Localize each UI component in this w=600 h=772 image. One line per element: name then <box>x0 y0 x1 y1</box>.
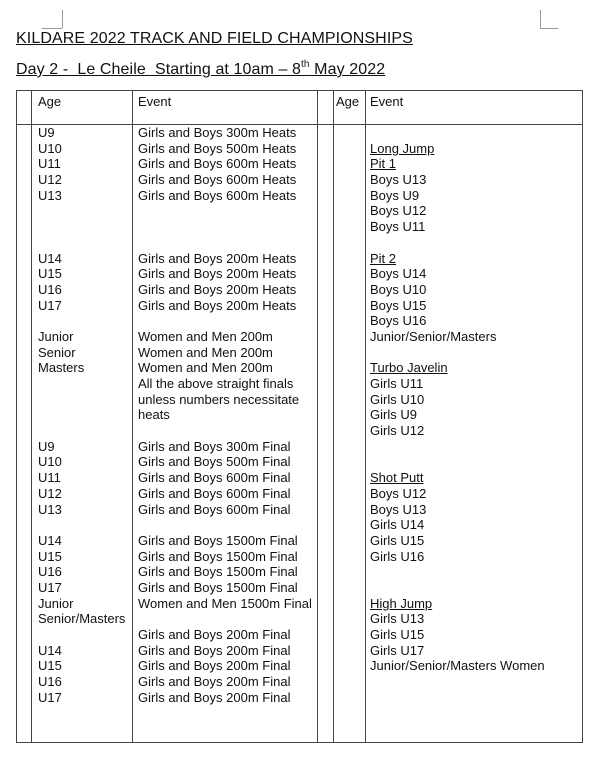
age-cell: Junior <box>38 328 74 344</box>
event-cell: Girls and Boys 600m Final <box>138 470 291 486</box>
field-event-cell: Girls U16 <box>370 548 425 564</box>
event-cell <box>138 517 312 533</box>
event-cell <box>138 203 312 219</box>
age-cell: U16 <box>38 564 62 580</box>
age-cell <box>38 235 125 251</box>
event-cell: Girls and Boys 1500m Final <box>138 564 298 580</box>
event-cell: Girls and Boys 600m Final <box>138 485 291 501</box>
age-cell: U9 <box>38 125 55 140</box>
event-cell: Girls and Boys 200m Final <box>138 658 291 674</box>
field-event-cell: Boys U16 <box>370 313 427 329</box>
header-age-right: Age <box>336 94 360 109</box>
subtitle-superscript: th <box>301 59 310 70</box>
field-event-cell: Girls U10 <box>370 391 425 407</box>
event-cell: Girls and Boys 500m Final <box>138 454 291 470</box>
age-cell: U17 <box>38 579 62 595</box>
event-cell: Girls and Boys 200m Final <box>138 627 291 642</box>
age-cell: U15 <box>38 266 62 282</box>
age-cell: U16 <box>38 281 62 297</box>
age-cell: Junior <box>38 595 74 611</box>
age-cell: U11 <box>38 156 61 172</box>
right-event-column <box>370 125 545 674</box>
left-age-column <box>38 125 125 705</box>
field-event-cell: Boys U13 <box>370 172 427 188</box>
event-cell: Girls and Boys 200m Final <box>138 689 291 705</box>
age-cell: U9 <box>38 438 55 454</box>
age-cell: U11 <box>38 470 61 486</box>
document-title: KILDARE 2022 TRACK AND FIELD CHAMPIONSHIPS <box>16 30 413 47</box>
column-divider <box>31 91 32 742</box>
crop-mark-left-h <box>42 28 62 29</box>
age-cell: U12 <box>38 172 62 188</box>
field-event-cell: Girls U9 <box>370 407 417 423</box>
event-cell: Women and Men 200m <box>138 360 273 376</box>
column-divider <box>333 91 334 742</box>
event-cell: Women and Men 1500m Final <box>138 595 312 611</box>
age-cell <box>38 423 125 439</box>
event-cell <box>138 611 312 627</box>
age-cell: U14 <box>38 532 62 548</box>
age-cell: U10 <box>38 454 62 470</box>
age-cell: U14 <box>38 642 62 658</box>
field-event-cell: Boys U13 <box>370 501 427 517</box>
field-event-cell <box>370 454 545 470</box>
crop-mark-right-v <box>540 10 541 28</box>
age-cell: U14 <box>38 250 62 266</box>
field-event-cell: Girls U13 <box>370 611 425 627</box>
header-event-left: Event <box>138 94 172 109</box>
event-cell: Girls and Boys 300m Final <box>138 438 291 454</box>
age-cell <box>38 627 125 643</box>
field-event-cell <box>370 345 545 361</box>
age-cell <box>38 517 125 533</box>
event-cell: Girls and Boys 200m Heats <box>138 266 297 282</box>
age-cell <box>38 376 125 392</box>
event-cell <box>138 219 312 235</box>
age-cell: Senior <box>38 344 76 360</box>
event-cell: Women and Men 200m <box>138 344 273 360</box>
field-event-cell <box>370 580 545 596</box>
age-cell: U10 <box>38 140 62 156</box>
age-cell: U15 <box>38 658 62 674</box>
field-event-cell: Boys U10 <box>370 281 427 297</box>
age-cell: Senior/Masters <box>38 611 126 627</box>
age-cell: U13 <box>38 187 62 203</box>
event-cell <box>138 313 312 329</box>
event-cell <box>138 235 312 251</box>
age-cell <box>38 313 125 329</box>
event-cell: Girls and Boys 600m Heats <box>138 156 297 172</box>
column-divider <box>365 91 366 742</box>
column-divider <box>317 91 318 742</box>
subtitle-date-suffix: May 2022 <box>309 61 386 78</box>
field-event-cell: Boys U11 <box>370 219 426 235</box>
event-cell: Girls and Boys 200m Heats <box>138 297 297 313</box>
field-event-cell: Girls U11 <box>370 376 424 391</box>
crop-mark-left-v <box>62 10 63 28</box>
event-cell: Girls and Boys 1500m Final <box>138 548 298 564</box>
age-cell: U17 <box>38 297 62 313</box>
event-cell: Girls and Boys 1500m Final <box>138 579 298 595</box>
event-group-heading: Shot Putt <box>370 470 424 486</box>
event-group-heading: Long Jump <box>370 140 435 156</box>
age-cell: U12 <box>38 485 62 501</box>
age-cell: U16 <box>38 674 62 690</box>
age-cell <box>38 407 125 423</box>
event-cell: unless numbers necessitate <box>138 391 300 407</box>
schedule-table <box>16 90 583 743</box>
field-event-cell: Boys U14 <box>370 266 427 282</box>
field-event-cell: Junior/Senior/Masters Women <box>370 658 545 674</box>
field-event-cell: Boys U12 <box>370 203 427 219</box>
age-cell: U15 <box>38 548 62 564</box>
event-group-heading: High Jump <box>370 595 433 611</box>
field-event-cell <box>370 564 545 580</box>
event-cell: Girls and Boys 200m Final <box>138 674 291 690</box>
event-cell: All the above straight finals <box>138 376 294 391</box>
event-cell: Girls and Boys 1500m Final <box>138 532 298 548</box>
event-group-heading: Turbo Javelin <box>370 360 448 376</box>
event-cell <box>138 423 312 439</box>
field-event-cell: Boys U12 <box>370 485 427 501</box>
field-event-cell: Junior/Senior/Masters <box>370 328 497 344</box>
event-cell: Girls and Boys 600m Heats <box>138 172 297 188</box>
field-event-cell: Boys U9 <box>370 187 420 203</box>
age-cell <box>38 392 125 408</box>
field-event-cell: Girls U15 <box>370 627 425 642</box>
age-cell: Masters <box>38 360 85 376</box>
event-cell: Girls and Boys 300m Heats <box>138 125 297 140</box>
event-cell: Girls and Boys 600m Heats <box>138 187 297 203</box>
crop-mark-right-h <box>540 28 558 29</box>
field-event-cell: Girls U12 <box>370 423 425 439</box>
event-cell: heats <box>138 407 170 423</box>
header-event-right: Event <box>370 94 404 109</box>
event-cell: Girls and Boys 200m Heats <box>138 281 297 297</box>
age-cell: U17 <box>38 689 62 705</box>
event-cell: Girls and Boys 500m Heats <box>138 140 297 156</box>
left-event-column <box>138 125 312 705</box>
field-event-cell: Girls U15 <box>370 532 425 548</box>
header-age-left: Age <box>38 94 62 109</box>
subtitle-text: Day 2 - Le Cheile Starting at 10am – 8 <box>16 61 302 78</box>
field-event-cell: Boys U15 <box>370 297 427 313</box>
age-cell: U13 <box>38 501 62 517</box>
event-cell: Girls and Boys 200m Heats <box>138 250 297 266</box>
event-cell: Girls and Boys 600m Final <box>138 501 291 517</box>
column-divider <box>132 91 133 742</box>
age-cell <box>38 203 125 219</box>
field-event-cell <box>370 125 545 141</box>
document-subtitle <box>16 61 385 79</box>
age-cell <box>38 219 125 235</box>
event-group-heading: Pit 1 <box>370 156 397 172</box>
field-event-cell: Girls U17 <box>370 642 425 658</box>
field-event-cell <box>370 439 545 455</box>
field-event-cell: Girls U14 <box>370 517 425 533</box>
event-cell: Women and Men 200m <box>138 328 273 344</box>
field-event-cell <box>370 235 545 251</box>
event-group-heading: Pit 2 <box>370 250 397 266</box>
event-cell: Girls and Boys 200m Final <box>138 642 291 658</box>
